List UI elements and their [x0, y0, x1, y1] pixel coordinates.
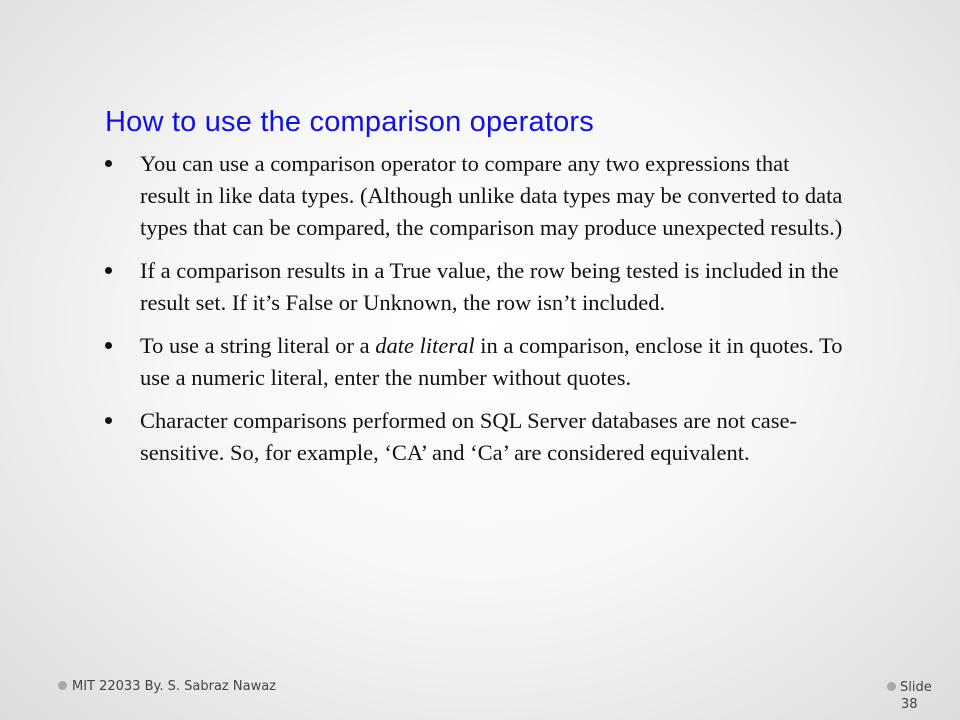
bullet-list [104, 148, 844, 469]
bullet-text: If a comparison results in a True value, the row being tested is included in the result set. If it’s False or Unknown, the row isn’t included. [140, 258, 839, 315]
bullet-icon [105, 267, 112, 274]
bullet-text [140, 330, 844, 394]
footer-author [58, 679, 276, 694]
footer-slide-number [887, 679, 932, 713]
italic-term: date literal [375, 333, 475, 358]
slide-title: How to use the comparison operators [105, 106, 594, 138]
bullet-text: Character comparisons performed on SQL Server databases are not case-sensitive. So, for example, ‘CA’ and ‘Ca’ are considered equivalent. [140, 408, 798, 465]
bullet-icon [105, 160, 112, 167]
bullet-item [104, 330, 844, 394]
footer-dot-icon [887, 682, 896, 691]
slide-number: 38 [901, 697, 918, 712]
footer-author-text: MIT 22033 By. S. Sabraz Nawaz [72, 679, 277, 694]
footer-dot-icon [58, 681, 67, 690]
bullet-icon [105, 417, 112, 424]
bullet-item [104, 148, 844, 244]
bullet-item [104, 405, 844, 469]
bullet-text-part: To use a string literal or a [140, 333, 376, 358]
slide-label: Slide [900, 680, 932, 695]
bullet-icon [105, 342, 112, 349]
bullet-item [104, 255, 844, 319]
bullet-text: You can use a comparison operator to compare any two expressions that result in like data types. (Although unlike data types may be converted to data types that can be compared, the comparison may produce unexpected results.) [140, 151, 843, 240]
bullet-text-part: in a comparison, enclose it in quotes. To use a numeric literal, enter the number without quotes. [140, 333, 843, 390]
